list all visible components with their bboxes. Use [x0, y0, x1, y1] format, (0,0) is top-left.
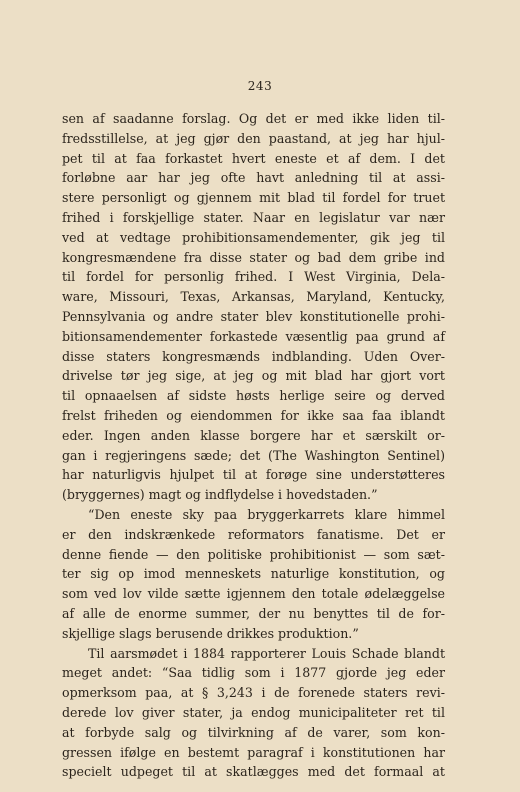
- text-line: disse staters kongresmænds indblanding. Uden Over-: [62, 348, 445, 364]
- text-line: pet til at faa forkastet hvert eneste et af dem. I det: [62, 150, 445, 166]
- text-line: opmerksom paa, at § 3,243 i de forenede staters revi-: [62, 685, 445, 701]
- text-line: ter sig op imod menneskets naturlige konstitution, og: [62, 566, 445, 582]
- text-line: frelst friheden og eiendommen for ikke saa faa iblandt: [62, 407, 445, 423]
- text-line: ware, Missouri, Texas, Arkansas, Maryland, Kentucky,: [62, 289, 445, 305]
- text-line: af alle de enorme summer, der nu benyttes til de for-: [62, 605, 445, 621]
- text-line: forløbne aar har jeg ofte havt anledning til at assi-: [62, 170, 445, 186]
- text-line: derede lov giver stater, ja endog municipaliteter ret til: [62, 704, 445, 720]
- text-line: har naturligvis hjulpet til at forøge sine understøtteres: [62, 467, 445, 483]
- text-line: kongresmændene fra disse stater og bad dem gribe ind: [62, 249, 445, 265]
- text-line: Pennsylvania og andre stater blev konstitutionelle prohi-: [62, 308, 445, 324]
- text-line: bitionsamendementer forkastede væsentlig paa grund af: [62, 328, 445, 344]
- body-text: [62, 109, 445, 782]
- text-line: specielt udpeget til at skatlægges med det formaal at: [62, 764, 445, 780]
- text-line: til fordel for personlig frihed. I West Virginia, Dela-: [62, 269, 445, 285]
- text-line: ved at vedtage prohibitionsamendementer, gik jeg til: [62, 229, 445, 245]
- text-line: “Den eneste sky paa bryggerkarrets klare himmel: [88, 506, 445, 522]
- text-line: fredsstillelse, at jeg gjør den paastand, at jeg har hjul-: [62, 130, 445, 146]
- text-line: som ved lov vilde sætte igjennem den totale ødelæggelse: [62, 586, 445, 602]
- text-line: (bryggernes) magt og indflydelse i hovedstaden.”: [62, 487, 378, 503]
- text-line: stere personligt og gjennem mit blad til fordel for truet: [62, 190, 445, 206]
- text-line: meget andet: “Saa tidlig som i 1877 gjorde jeg eder: [62, 665, 445, 681]
- text-line: drivelse tør jeg sige, at jeg og mit blad har gjort vort: [62, 368, 445, 384]
- text-line: at forbyde salg og tilvirkning af de varer, som kon-: [62, 724, 445, 740]
- text-line: denne fiende — den politiske prohibitionist — som sæt-: [62, 546, 445, 562]
- text-line: gressen ifølge en bestemt paragraf i konstitutionen har: [62, 744, 445, 760]
- text-line: skjellige slags berusende drikkes produktion.”: [62, 625, 359, 641]
- page-number: 243: [247, 79, 273, 93]
- text-line: til opnaaelsen af sidste høsts herlige seire og derved: [62, 388, 445, 404]
- text-line: gan i regjeringens sæde; det (The Washington Sentinel): [62, 447, 445, 463]
- text-line: frihed i forskjellige stater. Naar en legislatur var nær: [62, 209, 445, 225]
- text-line: er den indskrænkede reformators fanatisme. Det er: [62, 526, 445, 542]
- text-line: eder. Ingen anden klasse borgere har et særskilt or-: [62, 427, 445, 443]
- text-line: Til aarsmødet i 1884 rapporterer Louis Schade blandt: [88, 645, 445, 661]
- text-line: sen af saadanne forslag. Og det er med ikke liden til-: [62, 111, 445, 126]
